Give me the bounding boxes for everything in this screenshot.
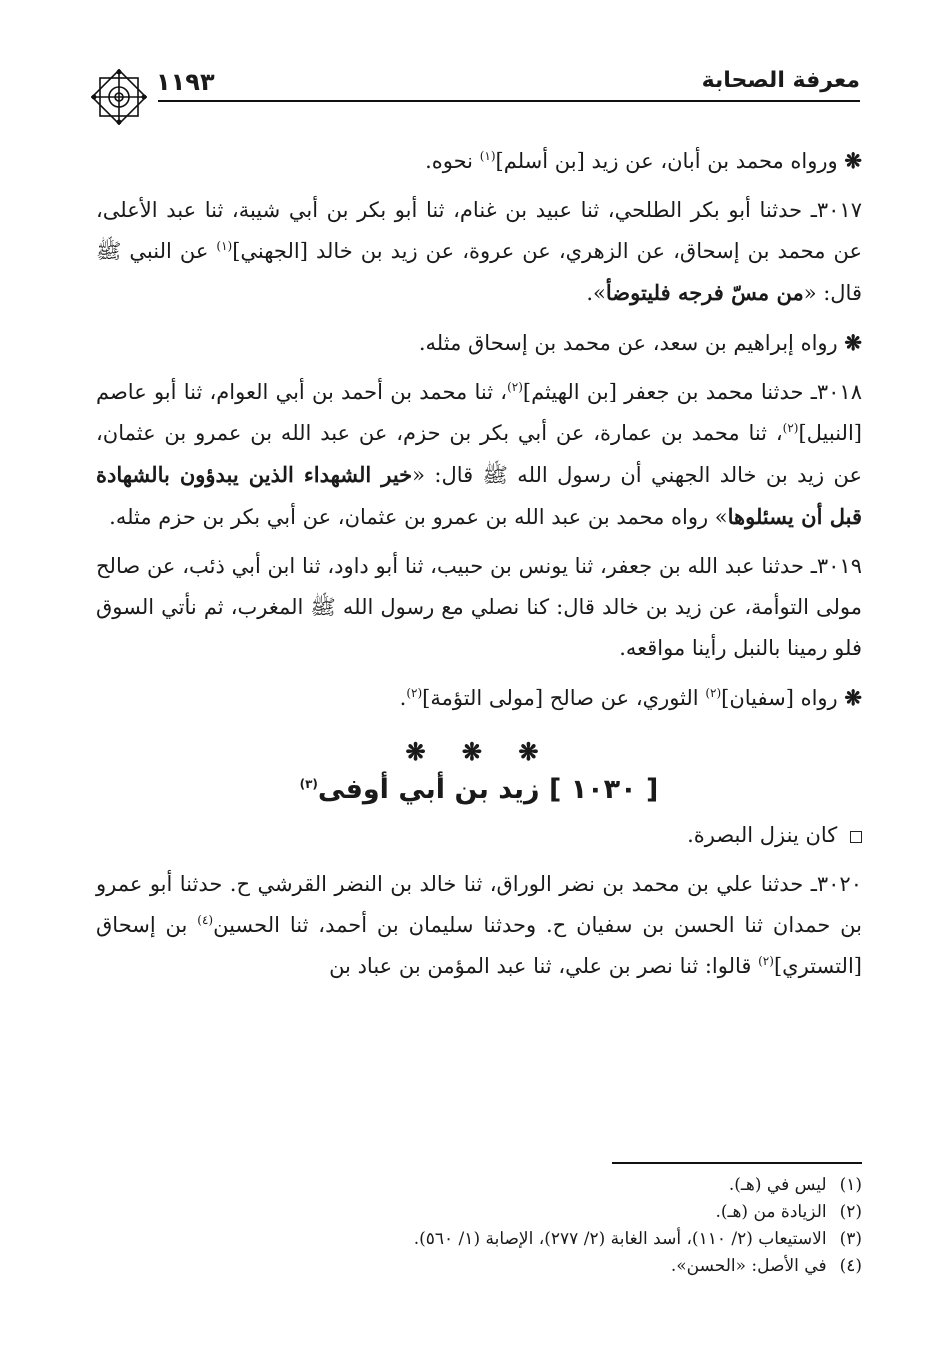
footnote-ref: (٤) (197, 913, 214, 927)
hadith-3017 (96, 190, 862, 314)
section-heading (96, 774, 862, 805)
asterism-mark: ❋ (844, 148, 862, 173)
footnote-text: الزيادة من (هـ). (715, 1202, 827, 1222)
footnote-number: (٣) (839, 1229, 862, 1249)
footnote-number: (١) (839, 1175, 862, 1195)
paragraph-text: ٣٠٢٠ـ حدثنا علي بن محمد بن نضر الوراق، ثنا خالد بن النضر القرشي ح. حدثنا أبو عمرو بن حمدان ثنا الحسن بن سفيان ح. وحدثنا سليمان بن أحمد، ثنا الحسين (96, 872, 863, 937)
asterism-mark: ❋ (844, 685, 862, 710)
paragraph-text: كان ينزل البصرة. (687, 823, 838, 847)
footnote-ref: (١) (479, 149, 496, 163)
footnote-text: ليس في (هـ). (728, 1175, 827, 1195)
footnote (96, 1253, 862, 1280)
header-rule (158, 100, 860, 102)
running-title: معرفة الصحابة (701, 68, 860, 93)
paragraph-text: رواه [سفيان] (721, 686, 838, 710)
paragraph-text: ٣٠١٧ـ حدثنا أبو بكر الطلحي، ثنا عبيد بن غنام، ثنا أبو بكر بن أبي شيبة، ثنا عبد الأعلى، عن محمد بن إسحاق، عن الزهري، عن عروة، عن زيد بن خالد [الجهني] (96, 198, 862, 263)
section-separator: ❋ ❋ ❋ (405, 737, 553, 766)
paragraph (96, 677, 862, 719)
paragraph-text: ، ثنا محمد بن عمارة، عن أبي بكر بن حزم، عن عبد الله بن عمرو بن عثمان، عن زيد بن خالد الجهني أن رسول الله ﷺ قال: « (96, 421, 862, 487)
paragraph-text: ٣٠١٩ـ حدثنا عبد الله بن جعفر، ثنا يونس بن حبيب، ثنا أبو داود، ثنا ابن أبي ذئب، عن صالح مولى التوأمة، عن زيد بن خالد قال: كنا نصلي مع رسول الله ﷺ المغرب، ثم نأتي السوق فلو رمينا بالنبل رأينا مواقعه. (96, 554, 862, 660)
footnote-rule (612, 1162, 862, 1164)
heading-text: [ ١٠٣٠ ] زيد بن أبي أوفى (317, 774, 659, 805)
page-number: ١١٩٣ (156, 68, 215, 96)
paragraph-text: الثوري، عن صالح [مولى التؤمة] (422, 686, 706, 710)
paragraph (96, 140, 862, 182)
square-bullet-icon (850, 831, 862, 843)
hadith-3020 (96, 864, 862, 987)
footnote (96, 1226, 862, 1253)
paragraph-text: بن إسحاق [التستري] (96, 913, 862, 978)
footnote-ref: (٢) (406, 686, 423, 700)
footnote-ref: (٢) (758, 954, 774, 968)
paragraph-text: ٣٠١٨ـ حدثنا محمد بن جعفر [بن الهيثم] (522, 380, 862, 404)
asterism-mark: ❋ (844, 330, 862, 355)
paragraph (96, 322, 862, 364)
footnote-number: (٤) (839, 1256, 862, 1276)
paragraph-text: رواه إبراهيم بن سعد، عن محمد بن إسحاق مثله. (418, 331, 838, 355)
paragraph-text: عن النبي ﷺ قال: « (96, 239, 862, 305)
footnote-ref: (١) (216, 239, 233, 253)
footnote-ref: (٢) (507, 380, 523, 394)
page-header (88, 62, 860, 102)
hadith-3019 (96, 546, 862, 669)
footnote (96, 1172, 862, 1199)
paragraph (96, 815, 862, 856)
footnote-ref: (٢) (782, 421, 799, 435)
footnote-text: في الأصل: «الحسن». (670, 1256, 827, 1276)
footnotes (96, 1172, 862, 1280)
paragraph-text: . (399, 686, 407, 710)
paragraph-text: نحوه. (425, 149, 480, 173)
hadith-3018 (96, 372, 862, 538)
page-body (96, 140, 862, 987)
footnote-number: (٢) (839, 1202, 862, 1222)
footnote (96, 1199, 862, 1226)
paragraph-text: قالوا: ثنا نصر بن علي، ثنا عبد المؤمن بن عباد بن (329, 954, 759, 978)
footnote-ref: (٢) (705, 686, 722, 700)
hadith-matn: خير الشهداء الذين يبدؤون بالشهادة قبل أن يسئلوها (96, 462, 862, 529)
paragraph-text: ». (586, 281, 606, 305)
ornament-icon (88, 66, 150, 128)
footnote-ref: (٣) (299, 777, 318, 791)
paragraph-text: ورواه محمد بن أبان، عن زيد [بن أسلم] (495, 149, 838, 173)
paragraph-text: » رواه محمد بن عبد الله بن عمرو بن عثمان، عن أبي بكر بن حزم مثله. (109, 505, 728, 529)
paragraph-text: ، ثنا محمد بن أحمد بن أبي العوام، ثنا أبو عاصم [النبيل] (96, 380, 862, 445)
footnote-text: الاستيعاب (٢/ ١١٠)، أسد الغابة (٢/ ٢٧٧)، الإصابة (١/ ٥٦٠). (413, 1229, 827, 1249)
hadith-matn: من مسّ فرجه فليتوضأ (605, 280, 804, 305)
